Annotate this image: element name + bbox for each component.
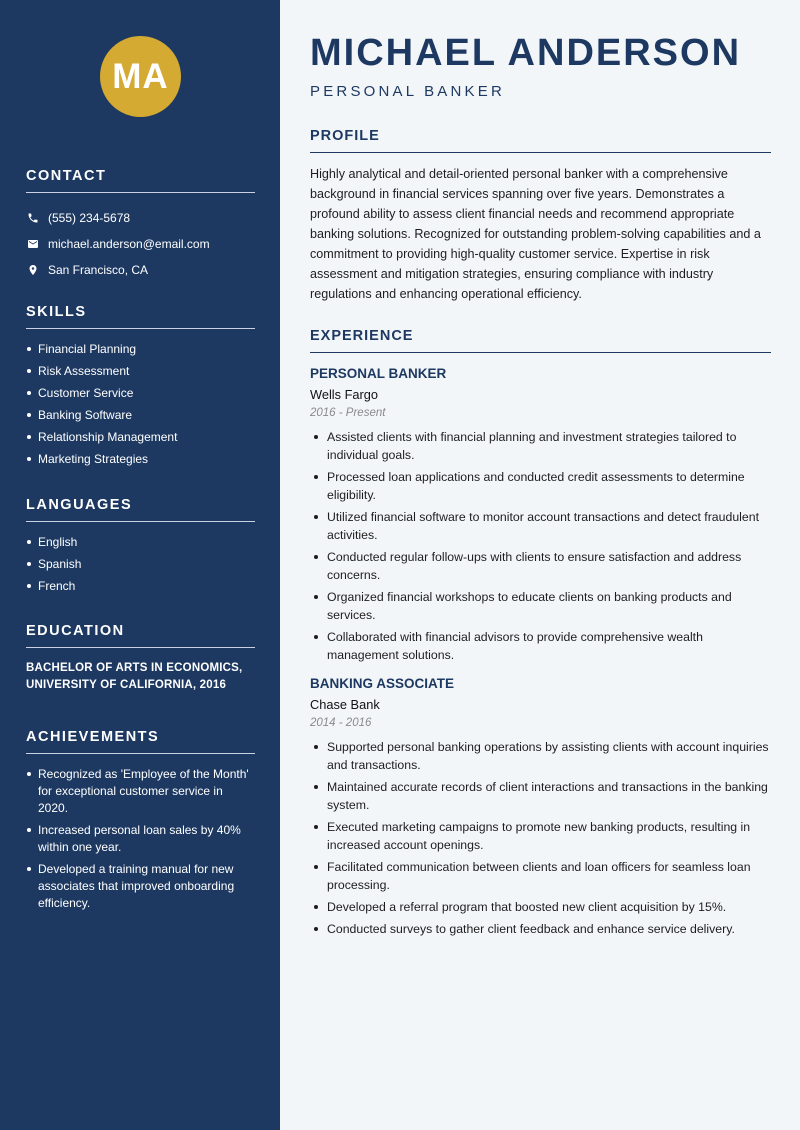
location-pin-icon bbox=[26, 263, 40, 277]
profile-section bbox=[310, 128, 771, 304]
list-item: Customer Service bbox=[26, 385, 255, 401]
list-item: Conducted regular follow-ups with clients to ensure satisfaction and address concerns. bbox=[310, 548, 771, 584]
job-dates: 2016 - Present bbox=[310, 407, 386, 419]
list-item: Banking Software bbox=[26, 407, 255, 423]
contact-email bbox=[26, 231, 255, 257]
list-item: Processed loan applications and conducted credit assessments to determine eligibility. bbox=[310, 468, 771, 504]
profile-heading: PROFILE bbox=[310, 128, 771, 153]
achievements-section bbox=[26, 729, 255, 917]
languages-heading: LANGUAGES bbox=[26, 497, 255, 522]
list-item: Executed marketing campaigns to promote new banking products, resulting in increased account openings. bbox=[310, 818, 771, 854]
job-entry bbox=[310, 366, 771, 664]
job-title: BANKING ASSOCIATE bbox=[310, 676, 455, 691]
list-item: Financial Planning bbox=[26, 341, 255, 357]
education-section bbox=[26, 623, 255, 694]
list-item: Increased personal loan sales by 40% within one year. bbox=[26, 822, 255, 856]
contact-section bbox=[26, 168, 255, 283]
list-item: French bbox=[26, 578, 255, 594]
list-item: Recognized as 'Employee of the Month' for exceptional customer service in 2020. bbox=[26, 766, 255, 817]
list-item: Relationship Management bbox=[26, 429, 255, 445]
list-item: Developed a referral program that boosted new client acquisition by 15%. bbox=[310, 898, 771, 916]
email-text: michael.anderson@email.com bbox=[48, 237, 210, 251]
list-item: Conducted surveys to gather client feedback and enhance service delivery. bbox=[310, 920, 771, 938]
experience-section bbox=[310, 328, 771, 942]
list-item: Spanish bbox=[26, 556, 255, 572]
list-item: Developed a training manual for new associates that improved onboarding efficiency. bbox=[26, 861, 255, 912]
job-company: Wells Fargo bbox=[310, 387, 379, 402]
skills-heading: SKILLS bbox=[26, 304, 255, 329]
job-company: Chase Bank bbox=[310, 697, 380, 712]
phone-text: (555) 234-5678 bbox=[48, 211, 131, 225]
job-bullets bbox=[310, 428, 771, 664]
list-item: Facilitated communication between clients and loan officers for seamless loan processing. bbox=[310, 858, 771, 894]
contact-phone bbox=[26, 205, 255, 231]
list-item: Supported personal banking operations by assisting clients with account inquiries and transactions. bbox=[310, 738, 771, 774]
job-bullets bbox=[310, 738, 771, 938]
experience-heading: EXPERIENCE bbox=[310, 328, 771, 353]
mail-icon bbox=[26, 237, 40, 251]
list-item: Marketing Strategies bbox=[26, 451, 255, 467]
phone-icon bbox=[26, 211, 40, 225]
contact-heading: CONTACT bbox=[26, 168, 255, 193]
skills-section bbox=[26, 304, 255, 473]
achievements-list bbox=[26, 766, 255, 912]
profile-text: Highly analytical and detail-oriented personal banker with a comprehensive background in financial services spanning over five years. Demonstrates a profound ability to assess client financial needs and recommend appropriate banking solutions. Recognized for outstanding problem-solving capabilities and a commitment to providing high-quality customer service. Expertise in risk assessment and mitigation strategies, ensuring compliance with industry regulations and enhancing operational efficiency. bbox=[310, 167, 761, 301]
list-item: Risk Assessment bbox=[26, 363, 255, 379]
languages-section bbox=[26, 497, 255, 600]
achievements-heading: ACHIEVEMENTS bbox=[26, 729, 255, 754]
candidate-title: PERSONAL BANKER bbox=[310, 83, 505, 100]
job-title: PERSONAL BANKER bbox=[310, 366, 447, 381]
languages-list bbox=[26, 534, 255, 594]
education-school: UNIVERSITY OF CALIFORNIA, 2016 bbox=[26, 679, 227, 691]
list-item: Collaborated with financial advisors to provide comprehensive wealth management solutions. bbox=[310, 628, 771, 664]
avatar-initials: MA bbox=[100, 36, 181, 117]
sidebar bbox=[0, 0, 280, 1130]
list-item: Maintained accurate records of client interactions and transactions in the banking system. bbox=[310, 778, 771, 814]
list-item: Assisted clients with financial planning and investment strategies tailored to individual goals. bbox=[310, 428, 771, 464]
list-item: Utilized financial software to monitor account transactions and detect fraudulent activities. bbox=[310, 508, 771, 544]
location-text: San Francisco, CA bbox=[48, 263, 149, 277]
list-item: English bbox=[26, 534, 255, 550]
candidate-name: MICHAEL ANDERSON bbox=[310, 32, 742, 74]
list-item: Organized financial workshops to educate clients on banking products and services. bbox=[310, 588, 771, 624]
job-entry bbox=[310, 676, 771, 938]
education-degree: BACHELOR OF ARTS IN ECONOMICS, bbox=[26, 662, 243, 674]
job-dates: 2014 - 2016 bbox=[310, 717, 372, 729]
contact-location bbox=[26, 257, 255, 283]
skills-list bbox=[26, 341, 255, 467]
education-heading: EDUCATION bbox=[26, 623, 255, 648]
